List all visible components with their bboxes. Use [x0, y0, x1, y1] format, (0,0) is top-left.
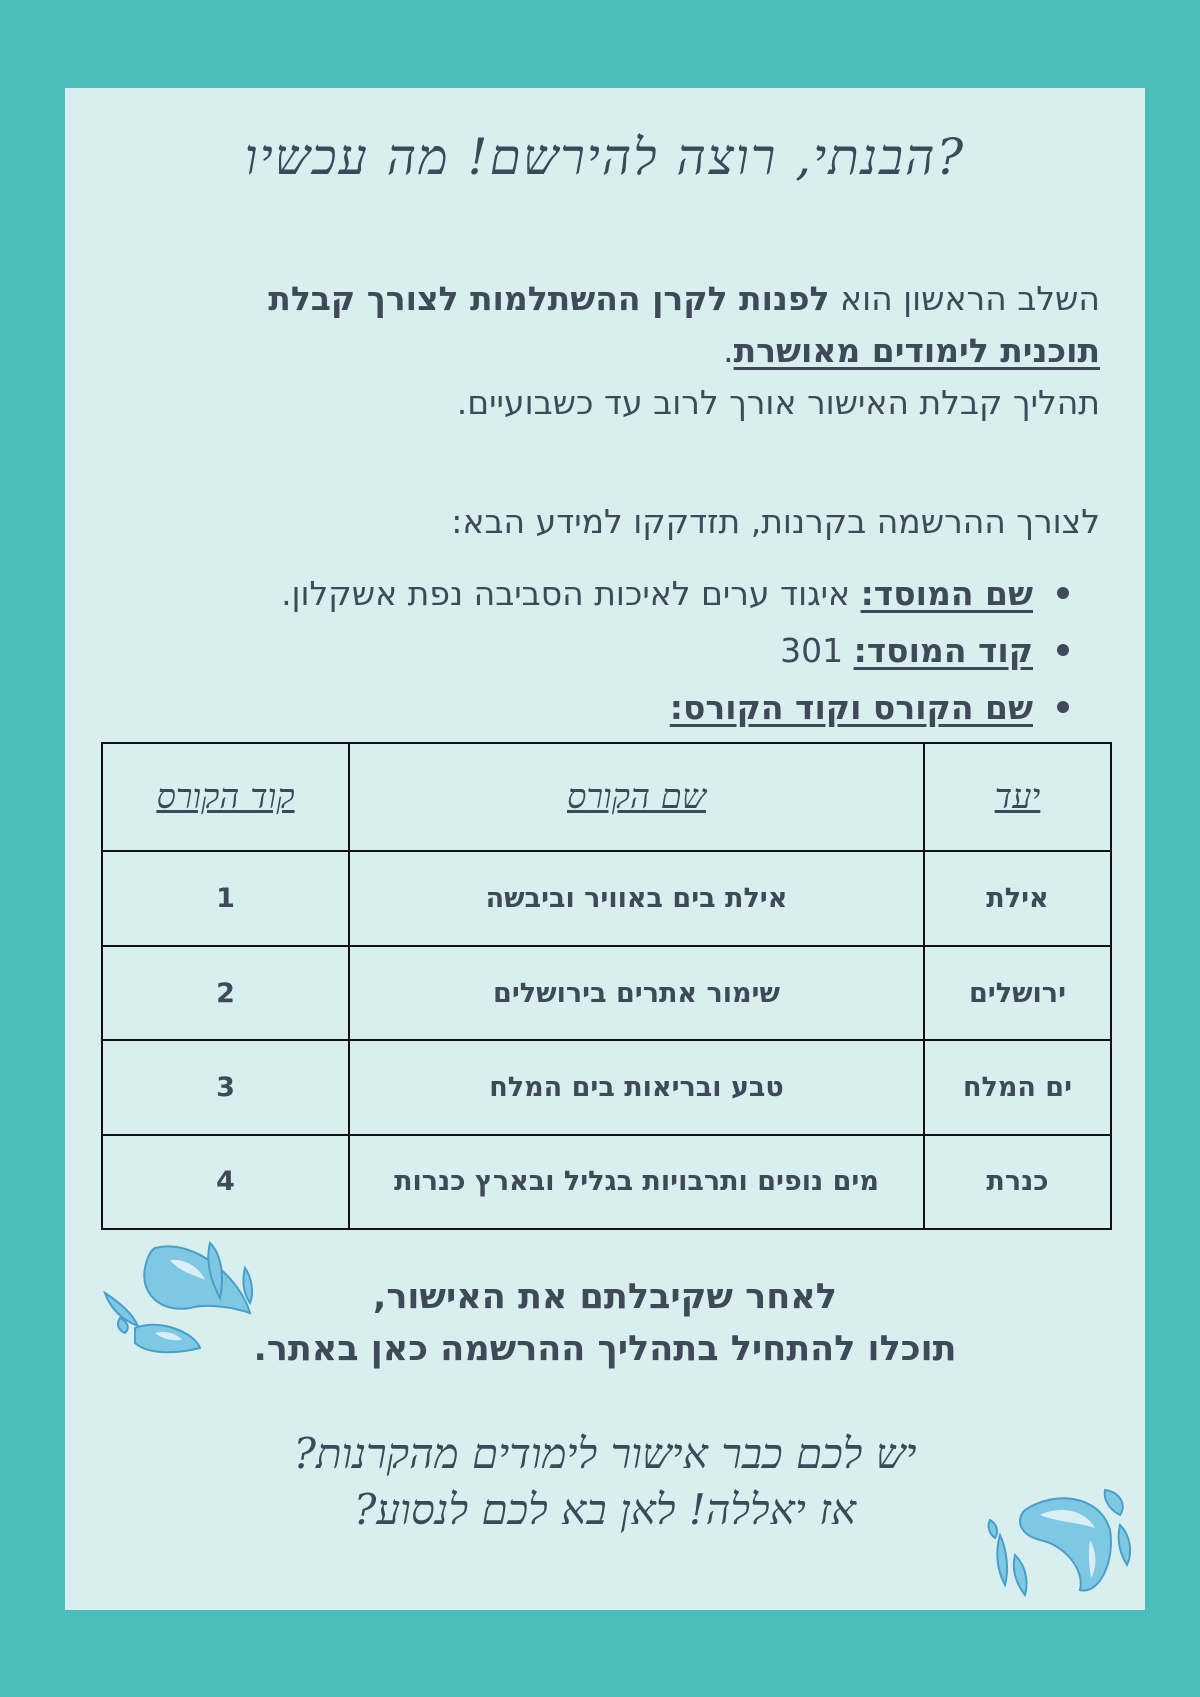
bullet-dot: [1057, 701, 1069, 713]
cell-destination: ירושלים: [924, 946, 1111, 1040]
after-approval-text: [65, 1271, 1145, 1375]
flyer-card: [65, 88, 1145, 1610]
bullet-course: [670, 686, 1033, 730]
bullet-value: 301: [780, 631, 854, 670]
closing-line1: יש לכם כבר אישור לימודים מהקרנות?: [293, 1429, 917, 1478]
cell-course-code: 3: [102, 1040, 349, 1134]
header-course-code: קוד הקורס: [102, 743, 349, 851]
cell-course-name: טבע ובריאות בים המלח: [349, 1040, 924, 1134]
intro-paragraph: [110, 273, 1100, 429]
bullet-dot: [1057, 644, 1069, 656]
cell-course-code: 2: [102, 946, 349, 1040]
bullet-institution: [281, 572, 1033, 616]
bullet-label: שם הקורס וקוד הקורס:: [669, 688, 1033, 727]
water-splash-icon: [985, 1480, 1135, 1605]
cell-destination: כנרת: [924, 1135, 1111, 1229]
closing-text: [65, 1426, 1145, 1538]
table-row: [102, 946, 1111, 1040]
intro-approved-program: תוכנית לימודים מאושרת: [733, 331, 1100, 370]
table-header-row: [102, 743, 1111, 851]
cell-course-code: 4: [102, 1135, 349, 1229]
info-heading: לצורך ההרשמה בקרנות, תזדקקו למידע הבא:: [451, 502, 1100, 541]
after-approval-line2: תוכלו להתחיל בתהליך ההרשמה כאן באתר.: [253, 1329, 957, 1369]
courses-table: [101, 742, 1112, 1230]
cell-destination: ים המלח: [924, 1040, 1111, 1134]
bullet-value: איגוד ערים לאיכות הסביבה נפת אשקלון.: [281, 574, 861, 613]
cell-course-name: מים נופים ותרבויות בגליל ובארץ כנרות: [349, 1135, 924, 1229]
cell-course-code: 1: [102, 851, 349, 945]
table-row: [102, 1040, 1111, 1134]
intro-period: .: [723, 331, 734, 370]
header-destination: יעד: [924, 743, 1111, 851]
cell-course-name: שימור אתרים בירושלים: [349, 946, 924, 1040]
cell-destination: אילת: [924, 851, 1111, 945]
intro-text: השלב הראשון הוא: [829, 279, 1100, 318]
table-row: [102, 851, 1111, 945]
bullet-label: שם המוסד:: [860, 574, 1033, 613]
table-row: [102, 1135, 1111, 1229]
bullet-dot: [1057, 587, 1069, 599]
bullet-label: קוד המוסד:: [853, 631, 1033, 670]
intro-bold-text: לפנות לקרן ההשתלמות לצורך קבלת: [268, 279, 830, 318]
bullet-institution-code: [780, 629, 1033, 673]
intro-duration: תהליך קבלת האישור אורך לרוב עד כשבועיים.: [456, 383, 1100, 422]
header-course-name: שם הקורס: [349, 743, 924, 851]
cell-course-name: אילת בים באוויר וביבשה: [349, 851, 924, 945]
closing-line2: אז יאללה! לאן בא לכם לנסוע?: [353, 1485, 857, 1534]
page-title: הבנתי, רוצה להירשם! מה עכשיו?: [244, 128, 966, 186]
after-approval-line1: לאחר שקיבלתם את האישור,: [373, 1277, 837, 1317]
